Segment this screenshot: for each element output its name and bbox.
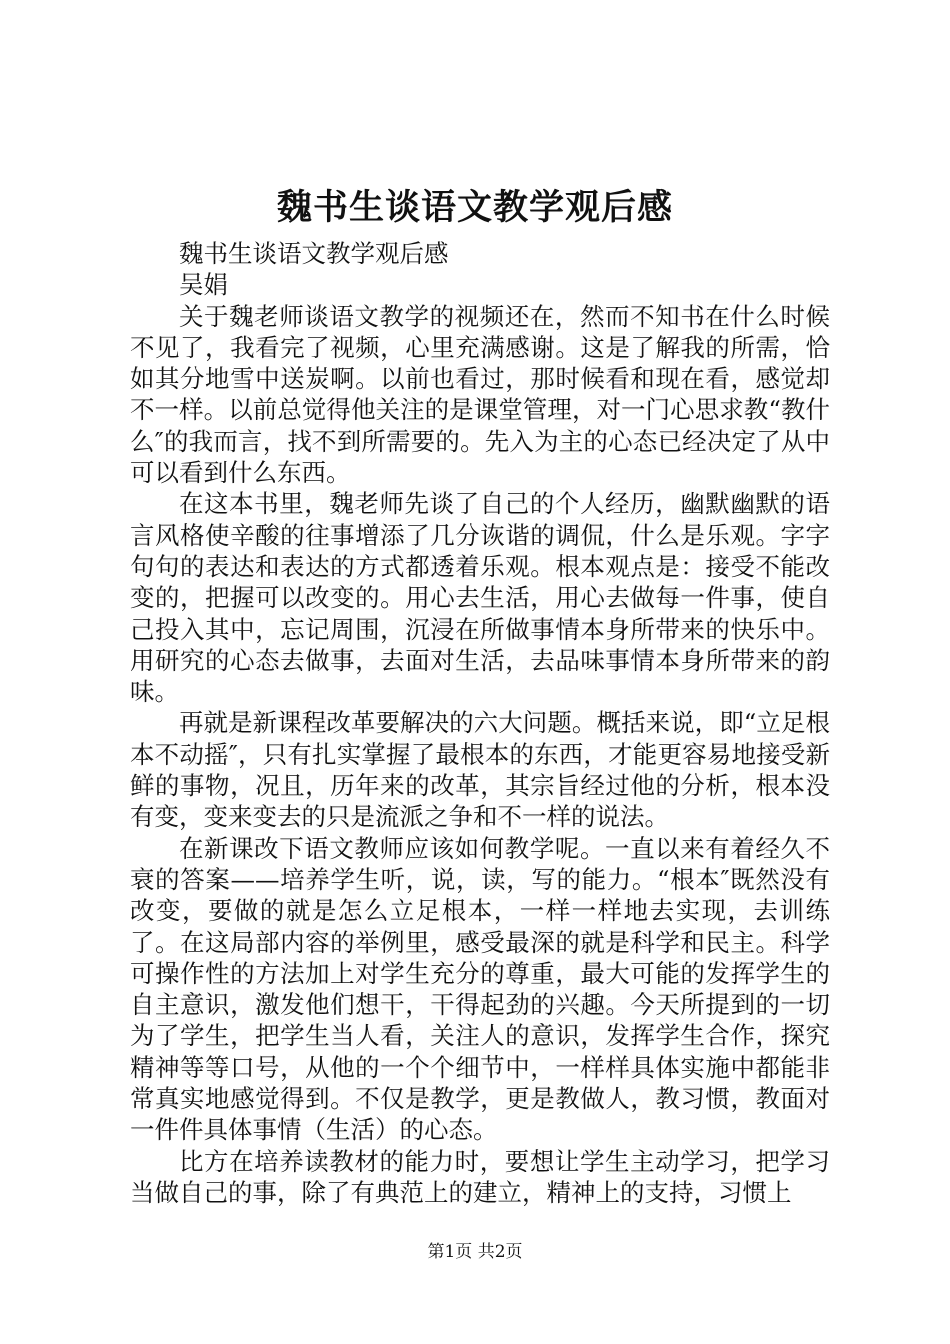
document-title: 魏书生谈语文教学观后感 xyxy=(276,187,673,228)
document-body xyxy=(130,238,830,1208)
paragraph: 关于魏老师谈语文教学的视频还在，然而不知书在什么时候不见了，我看完了视频，心里充满感谢。这是了解我的所需，恰如其分地雪中送炭啊。以前也看过，那时候看和现在看，感觉却不一样。以前总觉得他关注的是课堂管理，对一门心思求教“教什么″的我而言，找不到所需要的。先入为主的心态已经决定了从中可以看到什么东西。 xyxy=(130,301,830,488)
author-line: 吴娟 xyxy=(179,270,228,300)
paragraph: 在新课改下语文教师应该如何教学呢。一直以来有着经久不衰的答案——培养学生听，说，读，写的能力。“根本″既然没有改变，要做的就是怎么立足根本，一样一样地去实现，去训练了。在这局部内容的举例里，感受最深的就是科学和民主。科学可操作性的方法加上对学生充分的尊重，最大可能的发挥学生的自主意识，激发他们想干，干得起劲的兴趣。今天所提到的一切为了学生，把学生当人看，关注人的意识，发挥学生合作，探究精神等等口号，从他的一个个细节中，一样样具体实施中都能非常真实地感觉得到。不仅是教学，更是教做人，教习惯，教面对一件件具体事情（生活）的心态。 xyxy=(130,833,830,1145)
page-footer: 第1页 共2页 xyxy=(427,1242,523,1262)
paragraph: 再就是新课程改革要解决的六大问题。概括来说，即“立足根本不动摇″，只有扎实掌握了最根本的东西，才能更容易地接受新鲜的事物，况且，历年来的改革，其宗旨经过他的分析，根本没有变，变来变去的只是流派之争和不一样的说法。 xyxy=(130,708,830,832)
paragraph: 在这本书里，魏老师先谈了自己的个人经历，幽默幽默的语言风格使辛酸的往事增添了几分诙谐的调侃，什么是乐观。字字句句的表达和表达的方式都透着乐观。根本观点是：接受不能改变的，把握可以改变的。用心去生活，用心去做每一件事，使自己投入其中，忘记周围，沉浸在所做事情本身所带来的快乐中。用研究的心态去做事，去面对生活，去品味事情本身所带来的韵味。 xyxy=(130,489,830,707)
subtitle-line: 魏书生谈语文教学观后感 xyxy=(179,239,449,268)
paragraph: 比方在培养读教材的能力时，要想让学生主动学习，把学习当做自己的事，除了有典范上的建立，精神上的支持，习惯上 xyxy=(130,1146,830,1207)
